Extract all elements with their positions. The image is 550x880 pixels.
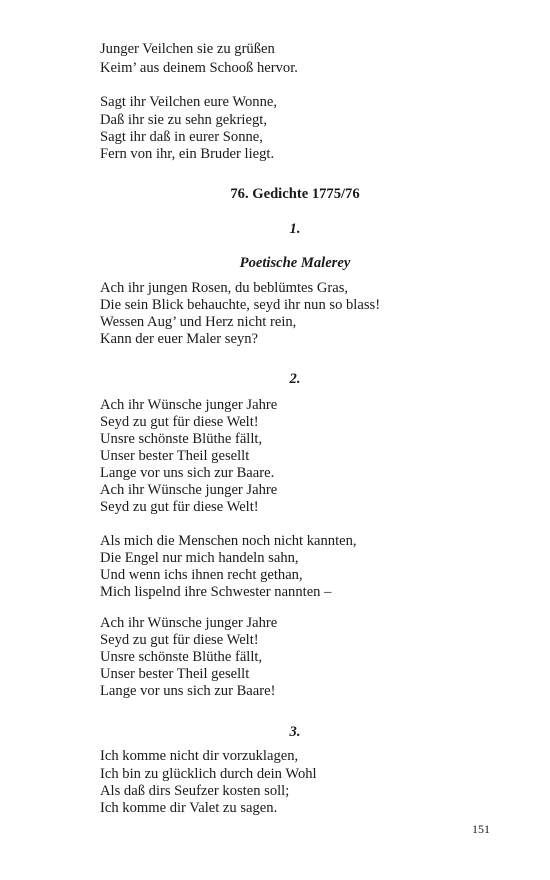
verse-line: Ach ihr Wünsche junger Jahre xyxy=(100,397,278,413)
verse-line: Mich lispelnd ihre Schwester nannten – xyxy=(100,584,332,600)
verse-line: Kann der euer Maler seyn? xyxy=(100,331,259,347)
section-title: 76. Gedichte 1775/76 xyxy=(230,186,360,202)
verse-line: Unser bester Theil gesellt xyxy=(100,448,250,464)
poem-number: 1. xyxy=(289,221,301,237)
page-number: 151 xyxy=(472,822,490,836)
verse-line: Lange vor uns sich zur Baare! xyxy=(100,683,276,699)
verse-line: Wessen Aug’ und Herz nicht rein, xyxy=(100,314,297,330)
verse-line: Ach ihr jungen Rosen, du beblümtes Gras, xyxy=(100,280,349,296)
verse-line: Daß ihr sie zu sehn gekriegt, xyxy=(100,112,267,128)
verse-line: Als mich die Menschen noch nicht kannten, xyxy=(100,533,357,549)
verse-line: Sagt ihr Veilchen eure Wonne, xyxy=(100,94,278,110)
verse-line: Fern von ihr, ein Bruder liegt. xyxy=(100,146,275,162)
verse-line: Keim’ aus deinem Schooß hervor. xyxy=(100,60,298,76)
verse-line: Unsre schönste Blüthe fällt, xyxy=(100,431,263,447)
verse-line: Die sein Blick behauchte, seyd ihr nun so blass! xyxy=(100,297,381,313)
verse-line: Lange vor uns sich zur Baare. xyxy=(100,465,275,481)
poem-title: Poetische Malerey xyxy=(239,255,351,271)
verse-line: Ich komme nicht dir vorzuklagen, xyxy=(100,748,299,764)
verse-line: Junger Veilchen sie zu grüßen xyxy=(100,41,275,57)
verse-line: Unsre schönste Blüthe fällt, xyxy=(100,649,263,665)
verse-line: Seyd zu gut für diese Welt! xyxy=(100,499,259,515)
verse-line: Als daß dirs Seufzer kosten soll; xyxy=(100,783,290,799)
verse-line: Seyd zu gut für diese Welt! xyxy=(100,632,259,648)
verse-line: Seyd zu gut für diese Welt! xyxy=(100,414,259,430)
verse-line: Ich bin zu glücklich durch dein Wohl xyxy=(100,766,317,782)
poem-number: 3. xyxy=(289,724,301,740)
verse-line: Unser bester Theil gesellt xyxy=(100,666,250,682)
verse-line: Ach ihr Wünsche junger Jahre xyxy=(100,482,278,498)
verse-line: Die Engel nur mich handeln sahn, xyxy=(100,550,299,566)
verse-line: Und wenn ichs ihnen recht gethan, xyxy=(100,567,303,583)
verse-line: Sagt ihr daß in eurer Sonne, xyxy=(100,129,263,145)
poem-number: 2. xyxy=(289,371,301,387)
verse-line: Ich komme dir Valet zu sagen. xyxy=(100,800,278,816)
verse-line: Ach ihr Wünsche junger Jahre xyxy=(100,615,278,631)
